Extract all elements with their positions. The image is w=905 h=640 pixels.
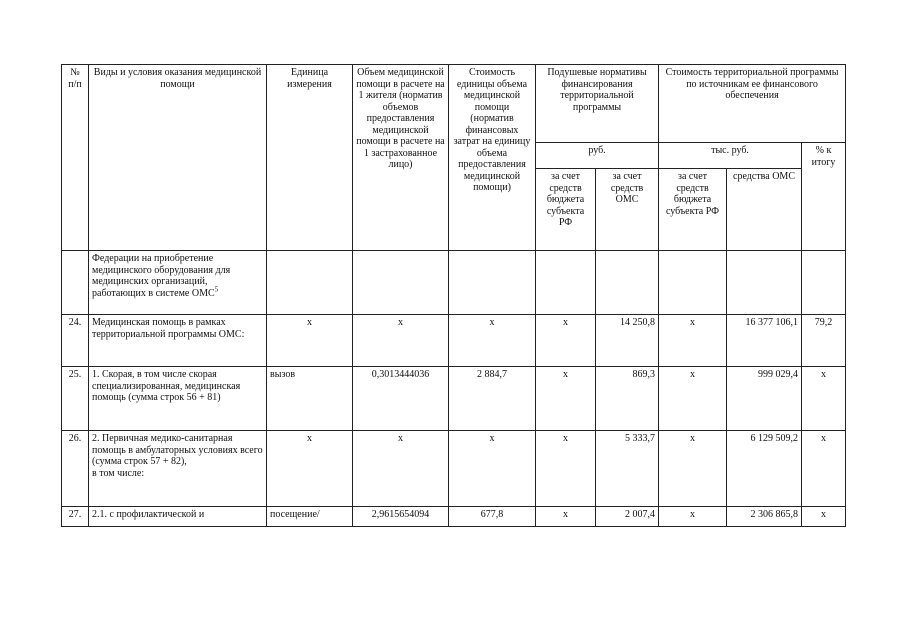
header-budget-thousand: за счет средств бюджета субъекта РФ <box>659 169 727 251</box>
row-cost: 677,8 <box>449 507 536 527</box>
row-oms-rub: 14 250,8 <box>596 315 659 367</box>
empty-cell <box>659 251 727 315</box>
row-oms-thousand: 16 377 106,1 <box>727 315 802 367</box>
row-volume: 2,9615654094 <box>353 507 449 527</box>
header-oms-thousand: средства ОМС <box>727 169 802 251</box>
row-budget-rub: х <box>536 431 596 507</box>
header-unit: Единица измерения <box>267 65 353 251</box>
empty-cell <box>802 251 846 315</box>
row-unit: посещение/ <box>267 507 353 527</box>
empty-cell <box>62 251 89 315</box>
header-row-1 <box>62 65 846 143</box>
header-thousand-rub: тыс. руб. <box>659 143 802 169</box>
row-budget-thousand: х <box>659 367 727 431</box>
row-oms-thousand: 999 029,4 <box>727 367 802 431</box>
row-budget-thousand: х <box>659 315 727 367</box>
header-types: Виды и условия оказания медицинской помощи <box>89 65 267 251</box>
row-unit: вызов <box>267 367 353 431</box>
financing-table <box>61 64 846 527</box>
row-budget-thousand: х <box>659 431 727 507</box>
header-num: № п/п <box>62 65 89 251</box>
row-name: 1. Скорая, в том числе скорая специализированная, медицинская помощь (сумма строк 56 + 81) <box>89 367 267 431</box>
empty-cell <box>449 251 536 315</box>
header-budget-rub: за счет средств бюджета субъекта РФ <box>536 169 596 251</box>
row-oms-thousand: 2 306 865,8 <box>727 507 802 527</box>
row-percent: х <box>802 367 846 431</box>
empty-cell <box>596 251 659 315</box>
header-oms-rub: за счет средств ОМС <box>596 169 659 251</box>
row-num: 25. <box>62 367 89 431</box>
row-cost: х <box>449 431 536 507</box>
row-volume: х <box>353 315 449 367</box>
row-percent: х <box>802 431 846 507</box>
row-oms-rub: 5 333,7 <box>596 431 659 507</box>
empty-cell <box>536 251 596 315</box>
row-num: 24. <box>62 315 89 367</box>
header-volume: Объем медицинской помощи в расчете на 1 жителя (норматив объемов предоставления медицинской помощи в расчете на 1 застрахованное лицо) <box>353 65 449 251</box>
row-volume: х <box>353 431 449 507</box>
table-row <box>62 431 846 507</box>
empty-cell <box>353 251 449 315</box>
header-rub: руб. <box>536 143 659 169</box>
header-program-cost: Стоимость территориальной программы по источникам ее финансового обеспечения <box>659 65 846 143</box>
row-unit: х <box>267 431 353 507</box>
row-oms-rub: 2 007,4 <box>596 507 659 527</box>
footnote-marker: 5 <box>214 285 219 294</box>
header-per-capita: Подушевые нормативы финансирования территориальной программы <box>536 65 659 143</box>
row-budget-rub: х <box>536 315 596 367</box>
continuation-text <box>89 251 267 315</box>
empty-cell <box>267 251 353 315</box>
table-row <box>62 367 846 431</box>
table-row <box>62 315 846 367</box>
empty-cell <box>727 251 802 315</box>
row-volume: 0,3013444036 <box>353 367 449 431</box>
row-name: 2.1. с профилактической и <box>89 507 267 527</box>
row-name <box>89 431 267 507</box>
row-percent: 79,2 <box>802 315 846 367</box>
row-budget-rub: х <box>536 507 596 527</box>
row-num: 26. <box>62 431 89 507</box>
row-oms-thousand: 6 129 509,2 <box>727 431 802 507</box>
row-name-line1: 2. Первичная медико-санитарная помощь в амбулаторных условиях всего (сумма строк 57 + 82), <box>92 433 263 467</box>
row-cost: х <box>449 315 536 367</box>
row-percent: х <box>802 507 846 527</box>
row-name: Медицинская помощь в рамках территориальной программы ОМС: <box>89 315 267 367</box>
table-row <box>62 507 846 527</box>
row-num: 27. <box>62 507 89 527</box>
row-budget-thousand: х <box>659 507 727 527</box>
row-unit: х <box>267 315 353 367</box>
row-cost: 2 884,7 <box>449 367 536 431</box>
row-oms-rub: 869,3 <box>596 367 659 431</box>
header-percent: % к итогу <box>802 143 846 251</box>
continuation-text-body: Федерации на приобретение медицинского оборудования для медицинских организаций, работающих в системе ОМС <box>92 253 231 299</box>
continuation-row <box>62 251 846 315</box>
header-cost: Стоимость единицы объема медицинской помощи (норматив финансовых затрат на единицу объема предоставления медицинской помощи) <box>449 65 536 251</box>
row-name-line2: в том числе: <box>92 467 145 479</box>
row-budget-rub: х <box>536 367 596 431</box>
